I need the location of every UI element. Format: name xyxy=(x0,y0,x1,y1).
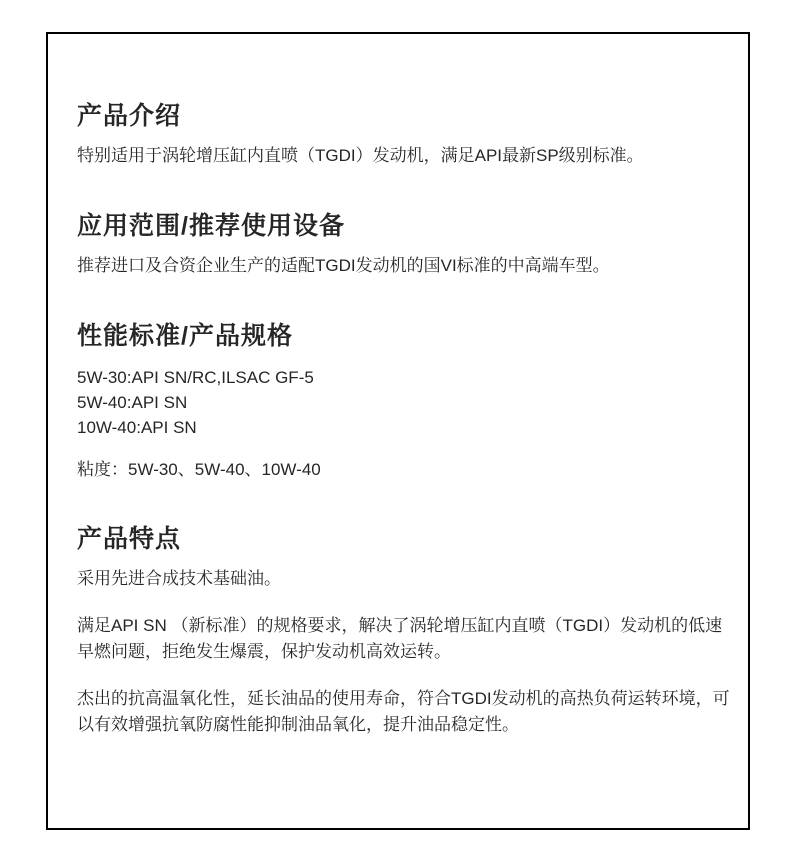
spec-line-10w40: 10W-40:API SN xyxy=(77,418,197,437)
viscosity-line: 粘度：5W-30、5W-40、10W-40 xyxy=(77,460,321,479)
feature-paragraph-oxidation: 杰出的抗高温氧化性，延长油品的使用寿命，符合TGDI发动机的高热负荷运转环境，可以有效增强抗氧防腐性能抑制油品氧化，提升油品稳定性。 xyxy=(77,689,730,734)
spec-line-5w30: 5W-30:API SN/RC,ILSAC GF-5 xyxy=(77,368,314,387)
section-title-product-features: 产品特点 xyxy=(77,525,182,553)
feature-paragraph-api-sn: 满足API SN （新标准）的规格要求，解决了涡轮增压缸内直喷（TGDI）发动机的低速早燃问题，拒绝发生爆震，保护发动机高效运转。 xyxy=(77,616,723,661)
spec-line-5w40: 5W-40:API SN xyxy=(77,393,188,412)
section-title-application-scope: 应用范围/推荐使用设备 xyxy=(77,212,345,240)
feature-paragraph-base-oil: 采用先进合成技术基础油。 xyxy=(77,569,281,588)
section-title-performance-specs: 性能标准/产品规格 xyxy=(77,322,293,350)
paragraph-product-intro: 特别适用于涡轮增压缸内直喷（TGDI）发动机，满足API最新SP级别标准。 xyxy=(77,146,644,165)
spec-list xyxy=(77,365,738,440)
paragraph-application-scope: 推荐进口及合资企业生产的适配TGDI发动机的国VI标准的中高端车型。 xyxy=(77,256,610,275)
section-title-product-intro: 产品介绍 xyxy=(77,102,182,130)
document-frame xyxy=(46,32,750,830)
